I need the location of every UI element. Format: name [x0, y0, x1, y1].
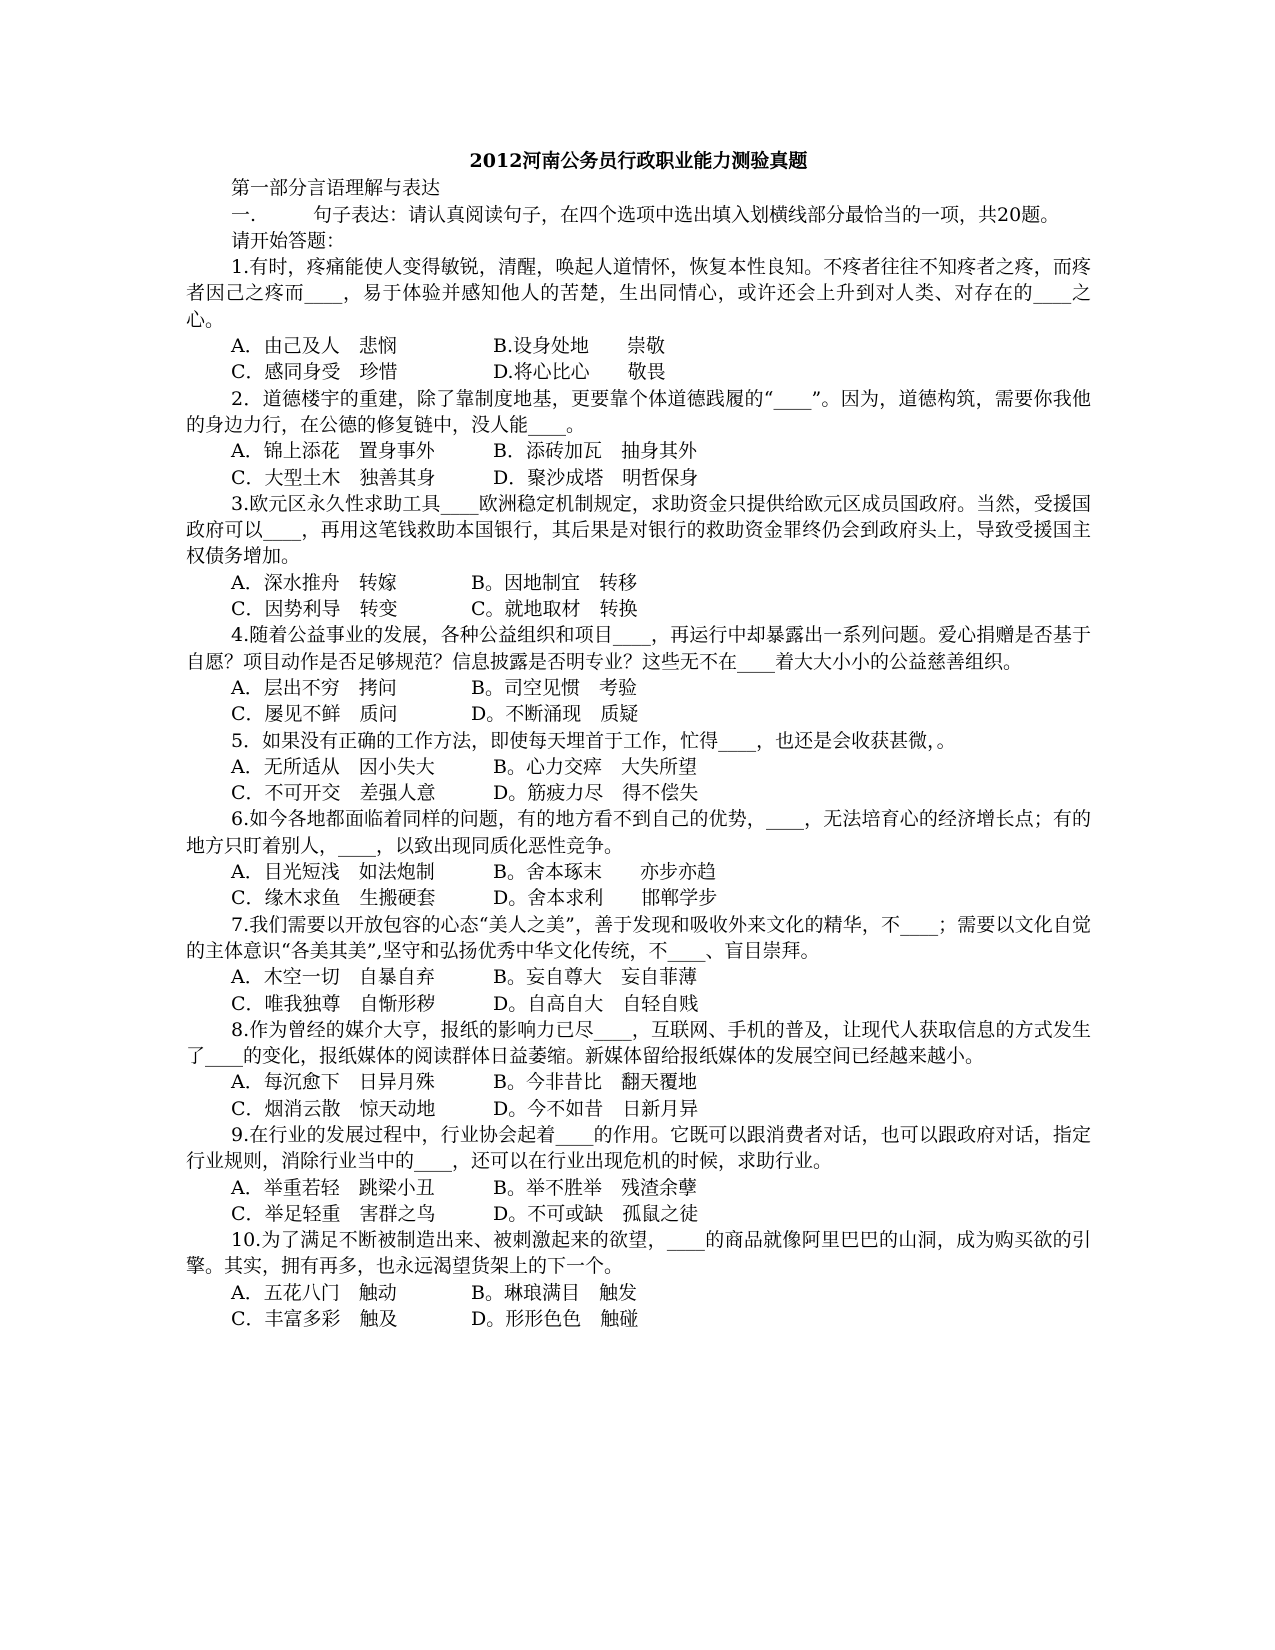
- option-c: C．丰富多彩 触及: [231, 1308, 398, 1331]
- question-stem: 6.如今各地都面临着同样的问题，有的地方看不到自己的优势，____，无法培育心的经济增长点；有的地方只盯着别人，____，以致出现同质化恶性竞争。: [186, 808, 1091, 857]
- option-d: D.将心比心 敬畏: [493, 361, 666, 384]
- option-row: [186, 359, 1091, 385]
- option-d: D。不可或缺 孤鼠之徒: [493, 1202, 699, 1225]
- section-heading: 第一部分言语理解与表达: [231, 177, 441, 200]
- option-row: [186, 1280, 1091, 1306]
- option-d: D。舍本求利 邯郸学步: [493, 887, 718, 910]
- option-row: [186, 1201, 1091, 1227]
- option-a: A．深水推舟 转嫁: [231, 571, 397, 594]
- question-stem: 2．道德楼宇的重建，除了靠制度地基，更要靠个体道德践履的“____”。因为，道德构筑，需要你我他的身边力行，在公德的修复链中，没人能____。: [186, 387, 1091, 436]
- option-c: C．因势利导 转变: [231, 598, 398, 621]
- option-row: [186, 570, 1091, 596]
- option-row: [186, 701, 1091, 727]
- option-b: B。因地制宜 转移: [471, 571, 637, 594]
- option-row: [186, 333, 1091, 359]
- option-c: C．不可开交 差强人意: [231, 782, 436, 805]
- option-d: C。就地取材 转换: [471, 598, 638, 621]
- start-prompt: 请开始答题：: [231, 229, 346, 252]
- option-row: [186, 780, 1091, 806]
- option-d: D。今不如昔 日新月异: [493, 1097, 699, 1120]
- option-a: A．木空一切 自暴自弃: [231, 966, 435, 989]
- question-stem: 10.为了满足不断被制造出来、被刺激起来的欲望，____的商品就像阿里巴巴的山洞，成为购买欲的引擎。其实，拥有再多，也永远渴望货架上的下一个。: [186, 1229, 1091, 1278]
- question-stem: 7.我们需要以开放包容的心态“美人之美”，善于发现和吸收外来文化的精华，不____；需要以文化自觉的主体意识“各美其美”,坚守和弘扬优秀中华文化传统，不____、盲目崇拜。: [186, 913, 1091, 962]
- question-list: [186, 254, 1091, 1332]
- option-a: A．目光短浅 如法炮制: [231, 861, 435, 884]
- option-d: D。筋疲力尽 得不偿失: [493, 782, 699, 805]
- question-stem: 8.作为曾经的媒介大亨，报纸的影响力已尽____，互联网、手机的普及，让现代人获取信息的方式发生了____的变化，报纸媒体的阅读群体日益萎缩。新媒体留给报纸媒体的发展空间已经越来越小。: [186, 1018, 1091, 1068]
- option-row: [186, 991, 1091, 1017]
- option-a: A．每沉愈下 日异月殊: [231, 1071, 435, 1094]
- option-b: B．添砖加瓦 抽身其外: [493, 440, 697, 463]
- option-c: C．唯我独尊 自惭形秽: [231, 992, 436, 1015]
- option-a: A．五花八门 触动: [231, 1281, 397, 1304]
- option-b: B。舍本琢末 亦步亦趋: [493, 861, 716, 884]
- question-stem: 1.有时，疼痛能使人变得敏锐，清醒，唤起人道情怀，恢复本性良知。不疼者往往不知疼者之疼，而疼者因己之疼而____，易于体验并感知他人的苦楚，生出同情心，或许还会上升到对人类、对存在的____之心。: [186, 256, 1091, 331]
- option-b: B。举不胜举 残渣余孽: [493, 1176, 697, 1199]
- option-c: C．缘木求鱼 生搬硬套: [231, 887, 436, 910]
- option-a: A．举重若轻 跳梁小丑: [231, 1176, 435, 1199]
- option-row: [186, 675, 1091, 701]
- option-row: [186, 1175, 1091, 1201]
- option-b: B.设身处地 崇敬: [493, 335, 666, 358]
- option-c: C．感同身受 珍惜: [231, 361, 398, 384]
- option-row: [186, 1069, 1091, 1095]
- option-row: [186, 438, 1091, 464]
- option-c: C．举足轻重 害群之鸟: [231, 1202, 436, 1225]
- document-page: [186, 148, 1091, 1332]
- option-b: B。今非昔比 翻天覆地: [493, 1071, 697, 1094]
- question-stem: 9.在行业的发展过程中，行业协会起着____的作用。它既可以跟消费者对话，也可以跟政府对话，指定行业规则，消除行业当中的____，还可以在行业出现危机的时候，求助行业。: [186, 1123, 1091, 1173]
- option-d: D。自高自大 自轻自贱: [493, 992, 699, 1015]
- option-row: [186, 1096, 1091, 1122]
- option-b: B。心力交瘁 大失所望: [493, 755, 697, 778]
- question-stem: 3.欧元区永久性求助工具____欧洲稳定机制规定，求助资金只提供给欧元区成员国政府。当然，受援国政府可以____，再用这笔钱救助本国银行，其后果是对银行的救助资金罪终仍会到政府头上，导致受援国主权债务增加。: [186, 492, 1091, 568]
- option-row: [186, 754, 1091, 780]
- option-a: A．由己及人 悲悯: [231, 335, 397, 358]
- option-row: [186, 964, 1091, 990]
- question-stem: 4.随着公益事业的发展，各种公益组织和项目____，再运行中却暴露出一系列问题。爱心捐赠是否基于自愿？项目动作是否足够规范？信息披露是否明专业？这些无不在____着大大小小的公益慈善组织。: [186, 624, 1091, 673]
- option-d: D．聚沙成塔 明哲保身: [493, 466, 699, 489]
- option-b: B。司空见惯 考验: [471, 676, 637, 699]
- option-d: D。形形色色 触碰: [471, 1308, 639, 1331]
- instruction-text: 一. 句子表达：请认真阅读句子，在四个选项中选出填入划横线部分最恰当的一项，共20题。: [231, 203, 1060, 226]
- option-row: [186, 885, 1091, 911]
- option-d: D。不断涌现 质疑: [471, 703, 639, 726]
- option-c: C．烟消云散 惊天动地: [231, 1097, 436, 1120]
- question-stem: 5．如果没有正确的工作方法，即使每天埋首于工作，忙得____，也还是会收获甚微，。: [231, 729, 956, 752]
- option-row: [186, 596, 1091, 622]
- option-row: [186, 1306, 1091, 1332]
- option-c: C．屡见不鲜 质问: [231, 703, 398, 726]
- document-title: 2012河南公务员行政职业能力测验真题: [469, 150, 808, 172]
- option-a: A．无所适从 因小失大: [231, 755, 435, 778]
- option-c: C．大型土木 独善其身: [231, 466, 436, 489]
- option-b: B。妄自尊大 妄自菲薄: [493, 966, 697, 989]
- option-a: A．锦上添花 置身事外: [231, 440, 435, 463]
- option-b: B。琳琅满目 触发: [471, 1281, 637, 1304]
- option-row: [186, 465, 1091, 491]
- option-a: A．层出不穷 拷问: [231, 676, 397, 699]
- option-row: [186, 859, 1091, 885]
